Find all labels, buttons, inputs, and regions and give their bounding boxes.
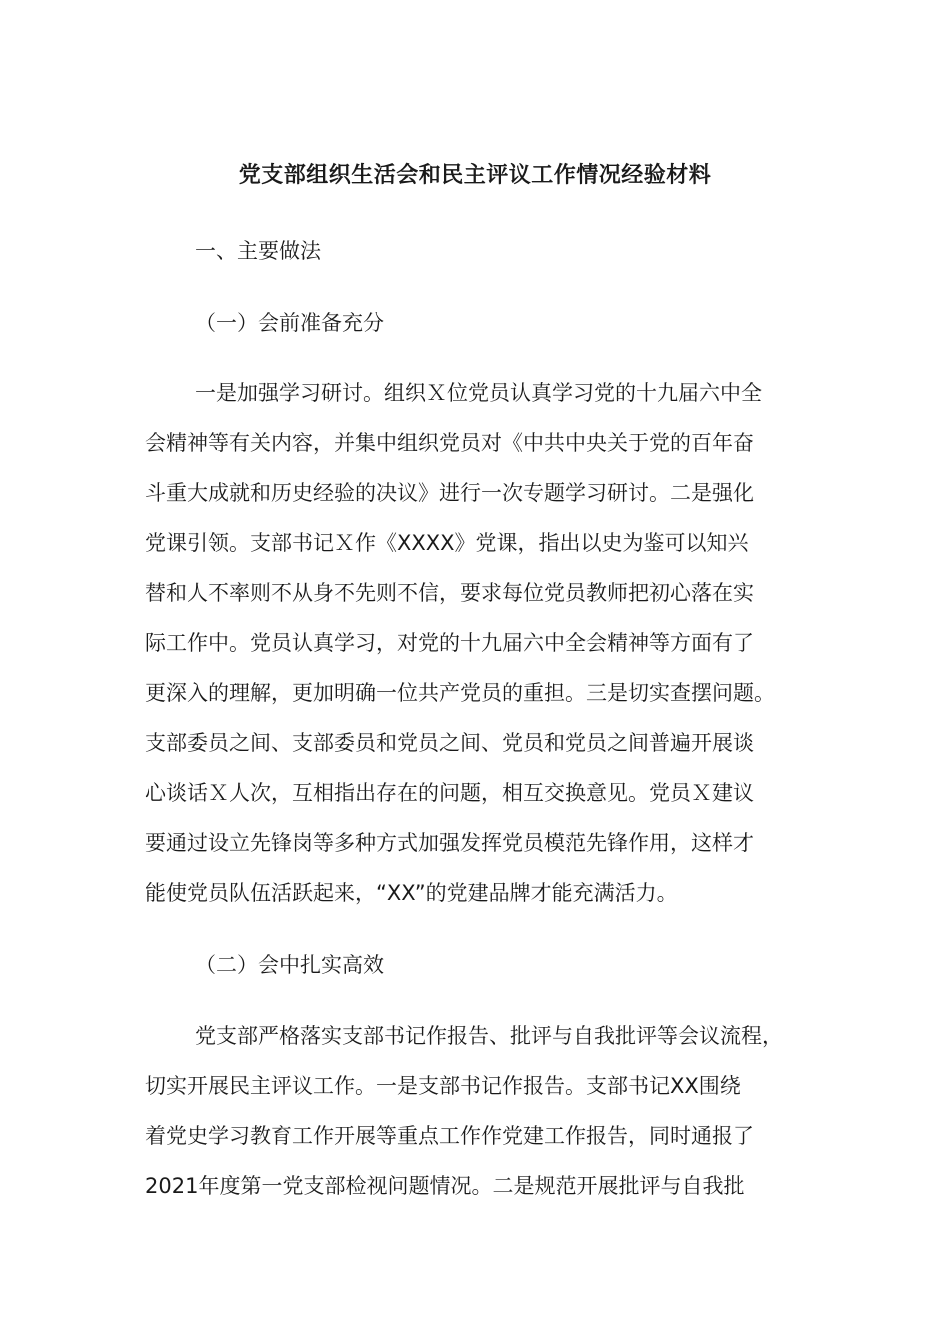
paragraph-line: 切实开展民主评议工作。一是支部书记作报告。支部书记XX围绕: [145, 1074, 741, 1098]
paragraph-line: 一是加强学习研讨。组织Ｘ位党员认真学习党的十九届六中全: [195, 381, 762, 405]
paragraph-line: 党支部严格落实支部书记作报告、批评与自我批评等会议流程，: [195, 1024, 783, 1048]
subsection-heading: （一）会前准备充分: [195, 311, 384, 335]
section-heading: 一、主要做法: [195, 239, 321, 263]
paragraph-line: 斗重大成就和历史经验的决议》进行一次专题学习研讨。二是强化: [145, 481, 754, 505]
paragraph-line: 党课引领。支部书记Ｘ作《XXXX》党课，指出以史为鉴可以知兴: [145, 531, 749, 555]
subsection-heading: （二）会中扎实高效: [195, 953, 384, 977]
paragraph-line: 更深入的理解，更加明确一位共产党员的重担。三是切实查摆问题。: [145, 681, 775, 705]
paragraph-line: 能使党员队伍活跃起来，“XX”的党建品牌才能充满活力。: [145, 881, 678, 905]
paragraph-line: 要通过设立先锋岗等多种方式加强发挥党员模范先锋作用，这样才: [145, 831, 754, 855]
paragraph-line: 会精神等有关内容，并集中组织党员对《中共中央关于党的百年奋: [145, 431, 754, 455]
paragraph-line: 心谈话Ｘ人次，互相指出存在的问题，相互交换意见。党员Ｘ建议: [145, 781, 754, 805]
paragraph-line: 着党史学习教育工作开展等重点工作作党建工作报告，同时通报了: [145, 1124, 754, 1148]
document-title: 党支部组织生活会和民主评议工作情况经验材料: [238, 163, 712, 188]
paragraph-line: 支部委员之间、支部委员和党员之间、党员和党员之间普遍开展谈: [145, 731, 754, 755]
paragraph-line: 际工作中。党员认真学习，对党的十九届六中全会精神等方面有了: [145, 631, 754, 655]
paragraph-line: 替和人不率则不从身不先则不信，要求每位党员教师把初心落在实: [145, 581, 754, 605]
paragraph-line: 2021年度第一党支部检视问题情况。二是规范开展批评与自我批: [145, 1174, 745, 1198]
